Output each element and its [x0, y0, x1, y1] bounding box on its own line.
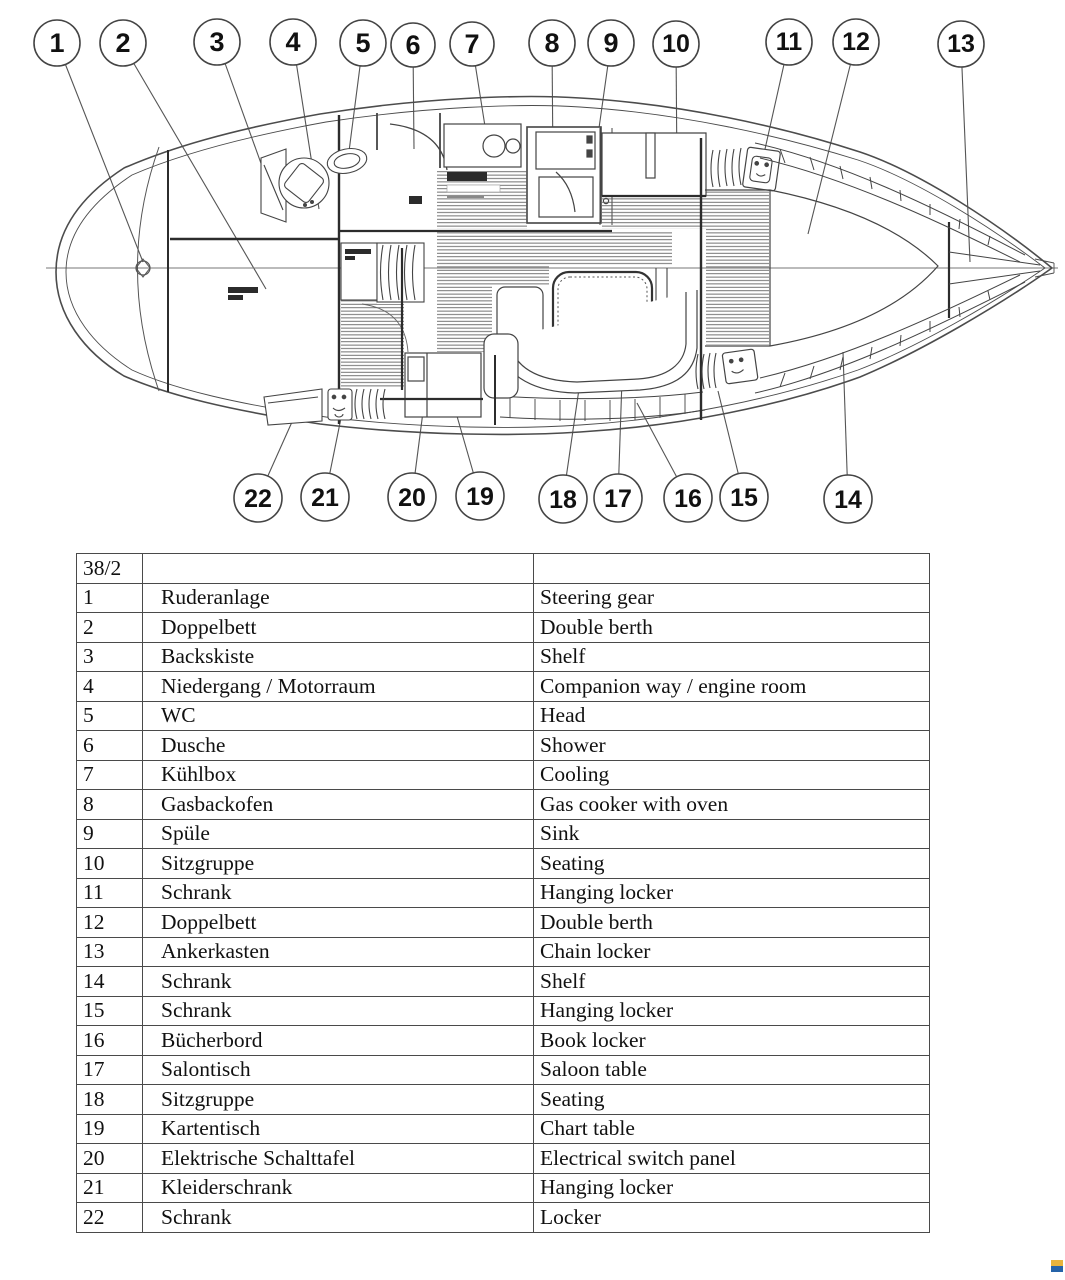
legend-cell-en: Head — [534, 701, 930, 731]
legend-cell-en: Cooling — [534, 760, 930, 790]
legend-cell-num: 8 — [77, 790, 143, 820]
svg-text:7: 7 — [464, 29, 480, 59]
legend-cell-en: Steering gear — [534, 583, 930, 613]
svg-text:17: 17 — [604, 485, 632, 513]
legend-cell-num: 11 — [77, 878, 143, 908]
boat-layout-diagram — [0, 0, 1065, 545]
svg-text:16: 16 — [674, 485, 702, 513]
legend-row — [77, 1026, 930, 1056]
legend-cell-de: WC — [143, 701, 534, 731]
legend-cell-en: Seating — [534, 1085, 930, 1115]
svg-text:8: 8 — [544, 28, 560, 58]
legend-cell-de: Doppelbett — [143, 613, 534, 643]
legend-row — [77, 613, 930, 643]
legend-row — [77, 642, 930, 672]
legend-cell-num: 18 — [77, 1085, 143, 1115]
svg-text:22: 22 — [244, 485, 272, 513]
corner-flag-icon — [1051, 1260, 1063, 1272]
legend-cell-de: Sitzgruppe — [143, 849, 534, 879]
legend-cell-num: 10 — [77, 849, 143, 879]
stern-and-rudder — [136, 147, 168, 392]
svg-text:19: 19 — [466, 483, 494, 511]
svg-text:4: 4 — [285, 27, 301, 57]
legend-row — [77, 1055, 930, 1085]
legend-cell-num: 5 — [77, 701, 143, 731]
legend-cell-de: Dusche — [143, 731, 534, 761]
upper-settee — [602, 133, 706, 196]
legend-cell-de: Kartentisch — [143, 1114, 534, 1144]
legend-cell-en: Chain locker — [534, 937, 930, 967]
legend-cell-de: Schrank — [143, 1203, 534, 1233]
legend-cell-num: 15 — [77, 996, 143, 1026]
svg-text:18: 18 — [549, 486, 577, 514]
legend-cell-en: Double berth — [534, 613, 930, 643]
legend-cell-num: 16 — [77, 1026, 143, 1056]
legend-cell-de: Schrank — [143, 996, 534, 1026]
legend-cell-en: Companion way / engine room — [534, 672, 930, 702]
legend-row — [77, 819, 930, 849]
legend-row — [77, 1114, 930, 1144]
legend-cell-en: Shelf — [534, 967, 930, 997]
legend-cell-num: 12 — [77, 908, 143, 938]
legend-cell-num: 13 — [77, 937, 143, 967]
corner-flag-bottom — [1051, 1266, 1063, 1272]
legend-row — [77, 908, 930, 938]
legend-cell-de: Schrank — [143, 878, 534, 908]
legend-cell-de: Backskiste — [143, 642, 534, 672]
legend-row — [77, 790, 930, 820]
legend-cell-num: 2 — [77, 613, 143, 643]
legend-cell-num: 3 — [77, 642, 143, 672]
english-header-cell — [534, 554, 930, 584]
legend-cell-en: Shelf — [534, 642, 930, 672]
svg-text:15: 15 — [730, 484, 758, 512]
legend-row — [77, 760, 930, 790]
legend-cell-de: Niedergang / Motorraum — [143, 672, 534, 702]
svg-text:1: 1 — [49, 28, 65, 58]
legend-cell-num: 22 — [77, 1203, 143, 1233]
legend-cell-num: 20 — [77, 1144, 143, 1174]
legend-row — [77, 701, 930, 731]
legend-cell-de: Kleiderschrank — [143, 1173, 534, 1203]
legend-row — [77, 1173, 930, 1203]
legend-cell-num: 4 — [77, 672, 143, 702]
legend-cell-en: Electrical switch panel — [534, 1144, 930, 1174]
legend-cell-de: Ankerkasten — [143, 937, 534, 967]
legend-table — [76, 553, 930, 1233]
legend-cell-de: Elektrische Schalttafel — [143, 1144, 534, 1174]
legend-cell-num: 21 — [77, 1173, 143, 1203]
legend-cell-en: Hanging locker — [534, 878, 930, 908]
legend-cell-num: 14 — [77, 967, 143, 997]
legend-cell-num: 9 — [77, 819, 143, 849]
legend-cell-num: 1 — [77, 583, 143, 613]
svg-text:12: 12 — [842, 28, 870, 56]
legend-row — [77, 878, 930, 908]
svg-text:13: 13 — [947, 30, 975, 58]
legend-cell-en: Seating — [534, 849, 930, 879]
svg-text:10: 10 — [662, 30, 690, 58]
legend-row — [77, 1203, 930, 1233]
svg-text:9: 9 — [603, 28, 619, 58]
svg-text:14: 14 — [834, 486, 862, 514]
model-number-cell: 38/2 — [77, 554, 143, 584]
legend-row — [77, 1144, 930, 1174]
legend-cell-en: Chart table — [534, 1114, 930, 1144]
legend-row — [77, 583, 930, 613]
legend-row — [77, 672, 930, 702]
legend-row — [77, 1085, 930, 1115]
svg-text:2: 2 — [115, 28, 131, 58]
legend-cell-num: 6 — [77, 731, 143, 761]
legend-row — [77, 731, 930, 761]
legend-cell-en: Shower — [534, 731, 930, 761]
svg-text:3: 3 — [209, 27, 225, 57]
legend-cell-de: Ruderanlage — [143, 583, 534, 613]
legend-cell-en: Hanging locker — [534, 996, 930, 1026]
legend-cell-en: Hanging locker — [534, 1173, 930, 1203]
legend-row — [77, 967, 930, 997]
legend-cell-en: Book locker — [534, 1026, 930, 1056]
legend-cell-de: Salontisch — [143, 1055, 534, 1085]
legend-cell-num: 19 — [77, 1114, 143, 1144]
svg-text:6: 6 — [405, 30, 421, 60]
legend-cell-en: Double berth — [534, 908, 930, 938]
legend-cell-de: Kühlbox — [143, 760, 534, 790]
legend-cell-de: Doppelbett — [143, 908, 534, 938]
legend-row — [77, 996, 930, 1026]
port-aft-lockers — [264, 389, 385, 425]
legend-cell-en: Locker — [534, 1203, 930, 1233]
svg-text:20: 20 — [398, 484, 426, 512]
legend-row — [77, 849, 930, 879]
german-header-cell — [143, 554, 534, 584]
legend-cell-en: Gas cooker with oven — [534, 790, 930, 820]
legend-cell-de: Gasbackofen — [143, 790, 534, 820]
legend-cell-en: Sink — [534, 819, 930, 849]
svg-text:21: 21 — [311, 484, 339, 512]
legend-cell-num: 17 — [77, 1055, 143, 1085]
legend-cell-en: Saloon table — [534, 1055, 930, 1085]
legend-row — [77, 937, 930, 967]
legend-cell-de: Spüle — [143, 819, 534, 849]
svg-text:5: 5 — [355, 28, 371, 58]
svg-text:11: 11 — [775, 28, 803, 56]
legend-cell-num: 7 — [77, 760, 143, 790]
legend-cell-de: Sitzgruppe — [143, 1085, 534, 1115]
legend-cell-de: Bücherbord — [143, 1026, 534, 1056]
legend-header-row — [77, 554, 930, 584]
legend-cell-de: Schrank — [143, 967, 534, 997]
